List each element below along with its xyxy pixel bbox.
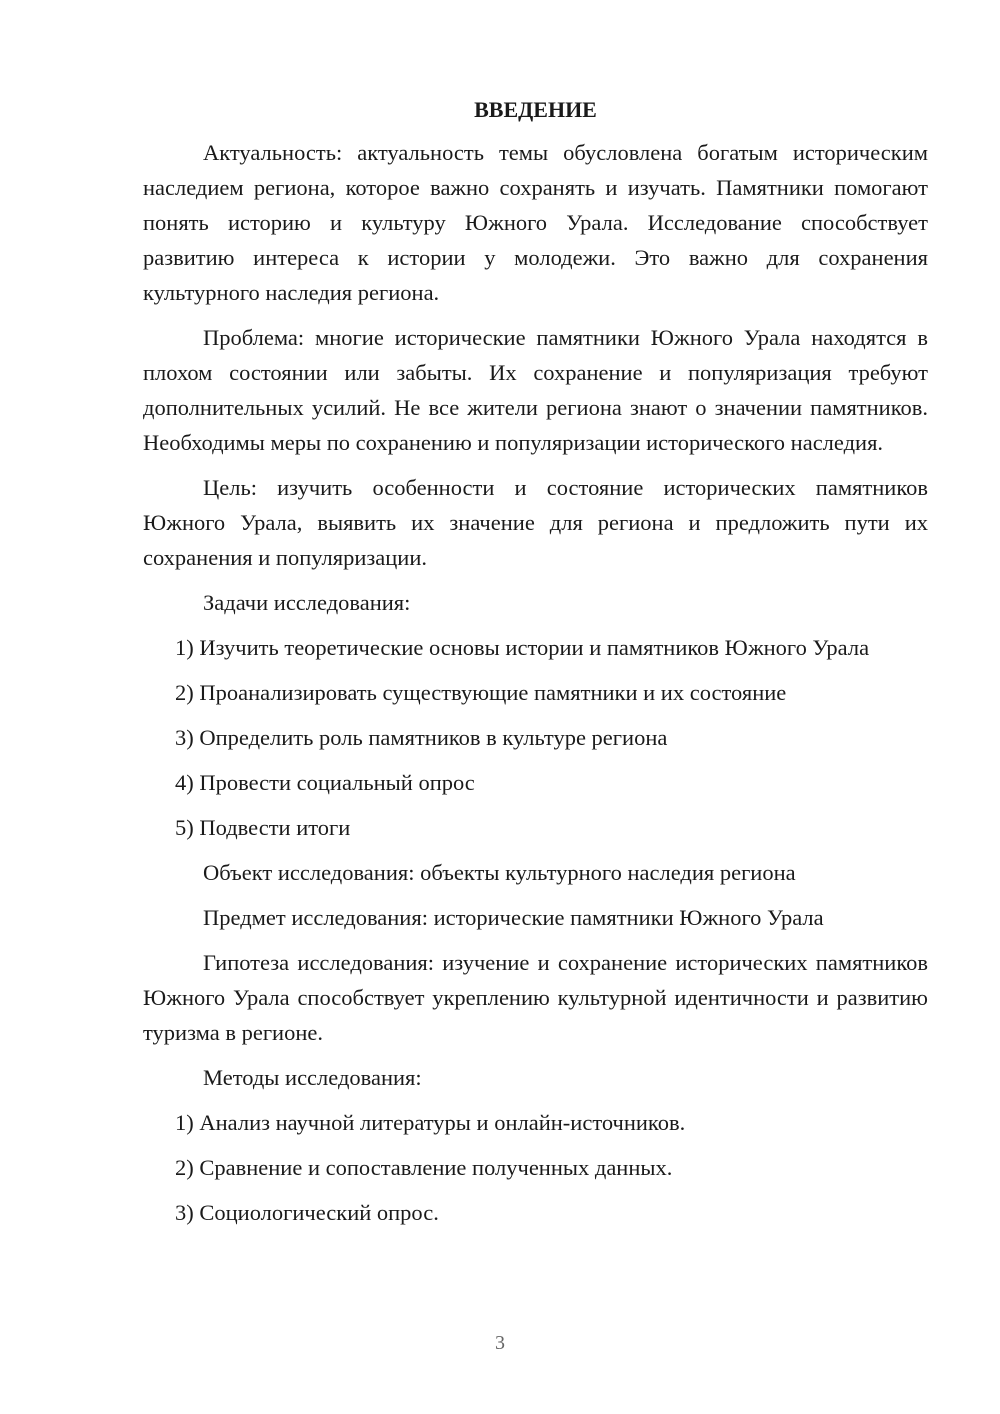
method-item: 1) Анализ научной литературы и онлайн-источников.	[175, 1110, 686, 1135]
section-title: ВВЕДЕНИЕ	[474, 97, 597, 122]
page-number: 3	[495, 1332, 505, 1354]
task-item: 5) Подвести итоги	[175, 815, 351, 840]
hypothesis-paragraph: Гипотеза исследования: изучение и сохранение исторических памятников Южного Урала способствует укреплению культурной идентичности и развитию туризма в регионе.	[143, 950, 928, 1045]
tasks-label: Задачи исследования:	[203, 590, 411, 615]
subject-line: Предмет исследования: исторические памятники Южного Урала	[203, 905, 824, 930]
task-item: 3) Определить роль памятников в культуре региона	[175, 725, 668, 750]
problem-paragraph: Проблема: многие исторические памятники Южного Урала находятся в плохом состоянии или забыты. Их сохранение и популяризация требуют дополнительных усилий. Не все жители региона знают о значении памятников. Необходимы меры по сохранению и популяризации исторического наследия.	[143, 325, 928, 455]
task-item: 1) Изучить теоретические основы истории и памятников Южного Урала	[175, 635, 870, 660]
tasks-list	[143, 630, 928, 845]
object-line: Объект исследования: объекты культурного наследия региона	[203, 860, 796, 885]
relevance-paragraph: Актуальность: актуальность темы обусловлена богатым историческим наследием региона, которое важно сохранять и изучать. Памятники помогают понять историю и культуру Южного Урала. Исследование способствует развитию интереса к истории у молодежи. Это важно для сохранения культурного наследия региона.	[143, 140, 928, 305]
method-item: 2) Сравнение и сопоставление полученных данных.	[175, 1155, 673, 1180]
method-item: 3) Социологический опрос.	[175, 1200, 439, 1225]
task-item: 4) Провести социальный опрос	[175, 770, 475, 795]
goal-paragraph: Цель: изучить особенности и состояние исторических памятников Южного Урала, выявить их значение для региона и предложить пути их сохранения и популяризации.	[143, 475, 928, 570]
document-page	[143, 92, 928, 1240]
task-item: 2) Проанализировать существующие памятники и их состояние	[175, 680, 787, 705]
methods-list	[143, 1105, 928, 1230]
methods-label: Методы исследования:	[203, 1065, 422, 1090]
